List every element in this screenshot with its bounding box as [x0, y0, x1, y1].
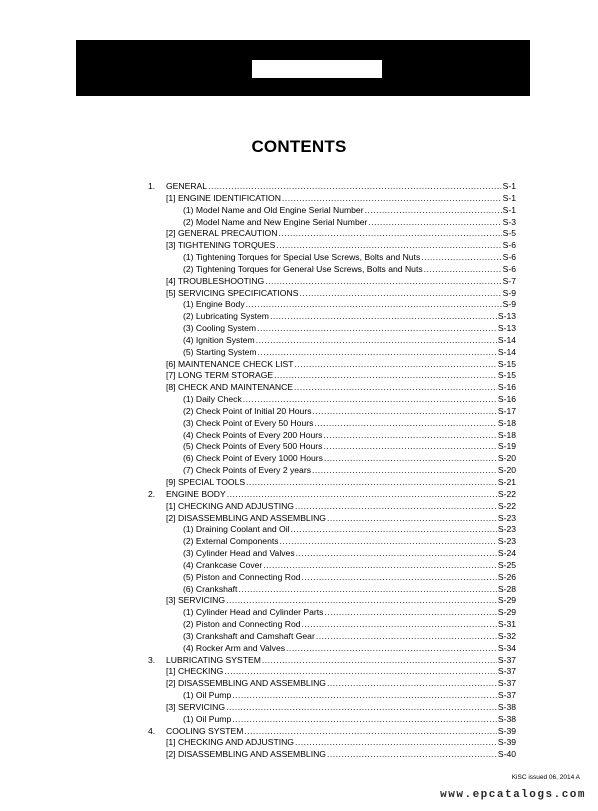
toc-entry-label: [2] GENERAL PRECAUTION: [166, 228, 278, 239]
toc-entry[interactable]: [166, 677, 516, 689]
toc-dot-leader: [327, 677, 497, 689]
toc-page-number: S-1: [502, 181, 516, 191]
watermark: www.epcatalogs.com: [440, 789, 586, 801]
toc-entry-label: [5] SERVICING SPECIFICATIONS: [166, 287, 299, 298]
toc-page-number: S-38: [497, 701, 516, 712]
toc-entry-label: (1) Model Name and Old Engine Serial Number: [183, 204, 364, 215]
toc-dot-leader: [299, 287, 501, 299]
toc-dot-leader: [246, 476, 497, 488]
toc-page-number: S-6: [502, 240, 516, 251]
toc-entry-label: (2) Model Name and New Engine Serial Number: [183, 216, 368, 227]
toc-dot-leader: [291, 523, 497, 535]
toc-entry[interactable]: [166, 748, 516, 760]
toc-chapter-number: 2.: [148, 488, 156, 499]
toc-entry-label: (4) Rocker Arm and Valves: [183, 642, 286, 653]
toc-entry-label: (4) Check Points of Every 200 Hours: [183, 429, 323, 440]
toc-entry-label: (2) Lubricating System: [183, 311, 269, 322]
toc-dot-leader: [296, 547, 497, 559]
toc-page-number: S-1: [502, 204, 516, 215]
toc-entry[interactable]: [183, 535, 516, 547]
toc-page-number: S-5: [502, 228, 516, 239]
toc-entry-label: COOLING SYSTEM: [166, 725, 244, 736]
toc-entry[interactable]: [183, 440, 516, 452]
toc-dot-leader: [226, 701, 497, 713]
toc-entry-label: [2] DISASSEMBLING AND ASSEMBLING: [166, 749, 326, 760]
toc-entry-label: (3) Check Point of Every 50 Hours: [183, 417, 314, 428]
toc-entry[interactable]: [183, 310, 516, 322]
toc-page-number: S-39: [497, 725, 516, 736]
toc-page-number: S-39: [497, 737, 516, 748]
toc-entry[interactable]: [166, 192, 516, 204]
toc-page-number: S-25: [497, 559, 516, 570]
toc-entry-label: ENGINE BODY: [166, 488, 226, 499]
toc-dot-leader: [238, 583, 496, 595]
toc-page-number: S-17: [497, 405, 516, 416]
toc-dot-leader: [243, 393, 497, 405]
toc-page-number: S-14: [497, 334, 516, 345]
toc-dot-leader: [276, 239, 501, 251]
toc-page-number: S-7: [502, 275, 516, 286]
toc-entry-label: [2] DISASSEMBLING AND ASSEMBLING: [166, 512, 326, 523]
toc-entry-label: [3] TIGHTENING TORQUES: [166, 240, 276, 251]
toc-page-number: S-13: [497, 311, 516, 322]
toc-entry-label: [7] LONG TERM STORAGE: [166, 370, 274, 381]
toc-entry[interactable]: [183, 559, 516, 571]
toc-dot-leader: [323, 440, 496, 452]
toc-entry[interactable]: [183, 251, 516, 263]
toc-page-number: S-15: [497, 358, 516, 369]
toc-entry[interactable]: [183, 429, 516, 441]
toc-dot-leader: [302, 618, 497, 630]
toc-entry[interactable]: [183, 547, 516, 559]
toc-page-number: S-24: [497, 548, 516, 559]
toc-entry-label: (1) Engine Body: [183, 299, 245, 310]
toc-dot-leader: [324, 452, 497, 464]
toc-entry-label: (2) Tightening Torques for General Use Screws, Bolts and Nuts: [183, 263, 423, 274]
toc-entry-label: (1) Draining Coolant and Oil: [183, 524, 290, 535]
toc-entry-label: (6) Crankshaft: [183, 583, 238, 594]
toc-entry[interactable]: [183, 334, 516, 346]
toc-page-number: S-37: [497, 666, 516, 677]
toc-entry-label: [8] CHECK AND MAINTENANCE: [166, 382, 294, 393]
toc-entry[interactable]: [166, 275, 516, 287]
toc-page-number: S-9: [502, 299, 516, 310]
toc-page-number: S-40: [497, 749, 516, 760]
toc-page-number: S-16: [497, 394, 516, 405]
toc-dot-leader: [313, 405, 497, 417]
toc-page-number: S-18: [497, 429, 516, 440]
toc-page-number: S-15: [497, 370, 516, 381]
toc-entry-label: (4) Crankcase Cover: [183, 559, 263, 570]
header-bar: [76, 40, 530, 96]
toc-dot-leader: [244, 725, 496, 737]
toc-dot-leader: [232, 689, 497, 701]
toc-dot-leader: [256, 334, 497, 346]
toc-entry-label: (2) Check Point of Initial 20 Hours: [183, 405, 312, 416]
toc-entry[interactable]: [148, 654, 516, 666]
toc-entry[interactable]: [166, 594, 516, 606]
toc-page-number: S-32: [497, 630, 516, 641]
page-title: CONTENTS: [251, 137, 347, 156]
toc-entry-label: (3) Crankshaft and Camshaft Gear: [183, 630, 315, 641]
toc-page-number: S-9: [502, 287, 516, 298]
toc-entry[interactable]: [166, 476, 516, 488]
toc-chapter-number: 3.: [148, 654, 156, 665]
toc-entry-label: (1) Daily Check: [183, 394, 242, 405]
toc-page-number: S-29: [497, 595, 516, 606]
toc-page-number: S-1: [502, 192, 516, 203]
toc-entry[interactable]: [148, 180, 516, 192]
toc-dot-leader: [246, 298, 502, 310]
toc-entry[interactable]: [183, 452, 516, 464]
toc-page-number: S-23: [497, 524, 516, 535]
toc-entry[interactable]: [183, 606, 516, 618]
toc-chapter-number: 4.: [148, 725, 156, 736]
toc-page-number: S-37: [497, 678, 516, 689]
toc-entry-label: (7) Check Points of Every 2 years: [183, 465, 311, 476]
toc-entry-label: (6) Check Point of Every 1000 Hours: [183, 453, 323, 464]
toc-dot-leader: [365, 204, 502, 216]
toc-page-number: S-31: [497, 619, 516, 630]
toc-entry-label: (4) Ignition System: [183, 334, 255, 345]
toc-dot-leader: [324, 606, 496, 618]
toc-page-number: S-19: [497, 441, 516, 452]
toc-dot-leader: [208, 180, 502, 192]
toc-entry[interactable]: [183, 689, 516, 701]
toc-dot-leader: [302, 571, 497, 583]
toc-entry[interactable]: [166, 287, 516, 299]
toc-entry-label: (1) Tightening Torques for Special Use Screws, Bolts and Nuts: [183, 252, 421, 263]
toc-dot-leader: [323, 429, 496, 441]
toc-entry-label: (2) External Components: [183, 536, 279, 547]
toc-entry-label: [1] CHECKING AND ADJUSTING: [166, 737, 294, 748]
toc-entry-label: [1] ENGINE IDENTIFICATION: [166, 192, 281, 203]
toc-entry[interactable]: [183, 571, 516, 583]
toc-entry-label: (5) Piston and Connecting Rod: [183, 571, 301, 582]
toc-page-number: S-21: [497, 477, 516, 487]
toc-dot-leader: [314, 417, 496, 429]
toc-dot-leader: [295, 736, 497, 748]
toc-page-number: S-16: [497, 382, 516, 393]
toc-entry[interactable]: [183, 204, 516, 216]
toc-dot-leader: [295, 500, 497, 512]
toc-page-number: S-6: [502, 252, 516, 263]
toc-page-number: S-29: [497, 607, 516, 618]
toc-entry-label: (2) Piston and Connecting Rod: [183, 619, 301, 630]
toc-entry-label: (5) Starting System: [183, 346, 257, 357]
toc-entry-label: LUBRICATING SYSTEM: [166, 654, 261, 665]
toc-entry[interactable]: [166, 701, 516, 713]
toc-entry-label: (3) Cylinder Head and Valves: [183, 548, 295, 559]
issue-footer: KiSC issued 06, 2014 A: [511, 774, 580, 781]
toc-page-number: S-14: [497, 346, 516, 357]
toc-entry[interactable]: [183, 417, 516, 429]
toc-page-number: S-34: [497, 642, 516, 653]
toc-page-number: S-22: [497, 488, 516, 499]
toc-entry-label: (3) Cooling System: [183, 323, 257, 334]
toc-page-number: S-3: [502, 216, 516, 227]
toc-entry[interactable]: [166, 227, 516, 239]
toc-dot-leader: [232, 713, 497, 725]
toc-dot-leader: [265, 275, 501, 287]
toc-entry[interactable]: [166, 381, 516, 393]
toc-entry[interactable]: [183, 346, 516, 358]
toc-entry-label: [1] CHECKING AND ADJUSTING: [166, 500, 294, 511]
toc-chapter-number: 1.: [148, 181, 156, 191]
toc-dot-leader: [278, 227, 501, 239]
toc-page-number: S-38: [497, 713, 516, 724]
toc-entry-label: (5) Check Points of Every 500 Hours: [183, 441, 323, 452]
toc-page-number: S-26: [497, 571, 516, 582]
toc-page-number: S-23: [497, 512, 516, 523]
toc-entry[interactable]: [166, 736, 516, 748]
toc-entry-label: (1) Cylinder Head and Cylinder Parts: [183, 607, 324, 618]
toc-dot-leader: [312, 464, 497, 476]
toc-entry[interactable]: [148, 488, 516, 500]
toc-dot-leader: [282, 192, 502, 204]
toc-entry[interactable]: [183, 405, 516, 417]
toc-page-number: S-18: [497, 417, 516, 428]
toc-dot-leader: [263, 559, 497, 571]
toc-entry[interactable]: [166, 512, 516, 524]
toc-dot-leader: [226, 594, 497, 606]
toc-page-number: S-6: [502, 263, 516, 274]
toc-dot-leader: [224, 665, 497, 677]
toc-entry[interactable]: [183, 583, 516, 595]
toc-dot-leader: [262, 654, 497, 666]
toc-dot-leader: [421, 251, 501, 263]
toc-dot-leader: [294, 381, 497, 393]
toc-dot-leader: [295, 358, 497, 370]
toc-dot-leader: [280, 535, 497, 547]
toc-dot-leader: [327, 512, 497, 524]
toc-entry[interactable]: [183, 322, 516, 334]
toc-entry[interactable]: [166, 239, 516, 251]
toc-page-number: S-20: [497, 465, 516, 476]
toc-entry-label: [4] TROUBLESHOOTING: [166, 275, 265, 286]
toc-dot-leader: [258, 346, 497, 358]
toc-page-number: S-28: [497, 583, 516, 594]
toc-dot-leader: [274, 369, 497, 381]
toc-entry[interactable]: [166, 369, 516, 381]
toc-dot-leader: [316, 630, 497, 642]
toc-dot-leader: [227, 488, 497, 500]
header-blank-box: [252, 60, 382, 78]
toc-entry[interactable]: [183, 618, 516, 630]
toc-entry[interactable]: [183, 630, 516, 642]
toc-page-number: S-22: [497, 500, 516, 511]
toc-dot-leader: [286, 642, 497, 654]
toc-entry[interactable]: [148, 725, 516, 737]
toc-entry[interactable]: [183, 216, 516, 228]
toc-entry-label: [1] CHECKING: [166, 666, 224, 677]
toc-entry[interactable]: [183, 263, 516, 275]
toc-entry-label: [9] SPECIAL TOOLS: [166, 477, 246, 487]
toc-page-number: S-20: [497, 453, 516, 464]
toc-entry[interactable]: [183, 393, 516, 405]
toc-entry[interactable]: [183, 298, 516, 310]
toc-dot-leader: [424, 263, 502, 275]
toc-entry-label: GENERAL: [166, 181, 208, 191]
toc-entry[interactable]: [183, 464, 516, 476]
toc-entry-label: [3] SERVICING: [166, 595, 226, 606]
toc-dot-leader: [257, 322, 497, 334]
toc-entry-label: [3] SERVICING: [166, 701, 226, 712]
toc-entry-label: [6] MAINTENANCE CHECK LIST: [166, 358, 294, 369]
toc-entry-label: (1) Oil Pump: [183, 713, 232, 724]
toc-entry[interactable]: [183, 713, 516, 725]
toc-dot-leader: [368, 216, 501, 228]
toc-dot-leader: [327, 748, 497, 760]
toc-page-number: S-23: [497, 536, 516, 547]
toc-page-number: S-37: [497, 654, 516, 665]
toc-entry[interactable]: [166, 358, 516, 370]
toc-entry[interactable]: [166, 500, 516, 512]
toc-page-number: S-37: [497, 690, 516, 701]
toc-entry-label: (1) Oil Pump: [183, 690, 232, 701]
toc-entry[interactable]: [183, 523, 516, 535]
toc-dot-leader: [270, 310, 497, 322]
toc-entry[interactable]: [183, 642, 516, 654]
toc-entry-label: [2] DISASSEMBLING AND ASSEMBLING: [166, 678, 326, 689]
toc-page-number: S-13: [497, 323, 516, 334]
toc-entry[interactable]: [166, 665, 516, 677]
